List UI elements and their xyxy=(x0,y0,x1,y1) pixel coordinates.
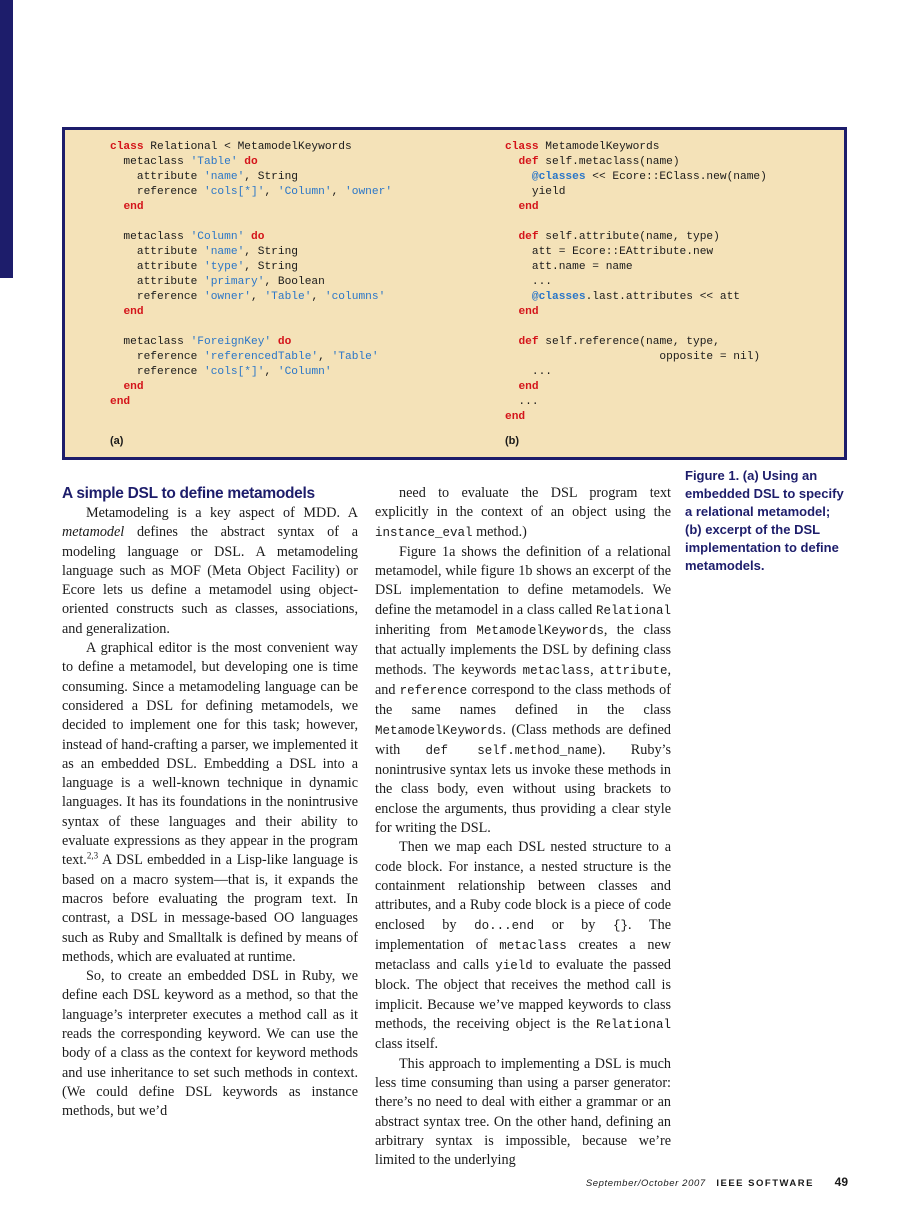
code-keyword: def xyxy=(518,336,539,348)
text-run: . (Class methods are defined with xyxy=(375,721,671,758)
code-text: self.attribute(name, type) xyxy=(538,231,720,243)
code-b-line xyxy=(505,185,767,200)
code-text: attribute xyxy=(110,276,204,288)
code-text: , xyxy=(311,291,325,303)
inline-code: reference xyxy=(399,683,468,698)
code-text: attribute xyxy=(110,171,204,183)
code-a-line xyxy=(110,365,392,380)
code-keyword: end xyxy=(518,306,539,318)
code-text: ... xyxy=(505,396,539,408)
paragraph xyxy=(62,967,358,1121)
code-b-line xyxy=(505,365,767,380)
paragraph xyxy=(375,838,671,1054)
code-text: ... xyxy=(505,276,552,288)
code-b-line xyxy=(505,170,767,185)
code-text: opposite = nil) xyxy=(505,351,761,363)
text-run: to evaluate the passed block. The object that receives the method call is implicit. Because we’ve mapped keywords to class methods, the receiving object is the xyxy=(375,957,671,1033)
code-b-line xyxy=(505,230,767,245)
code-a-line xyxy=(110,395,392,410)
code-b-line xyxy=(505,215,767,230)
code-literal: 'Column' xyxy=(277,186,332,198)
inline-code: yield xyxy=(495,959,533,974)
citation: 2,3 xyxy=(86,850,99,861)
code-literal: 'Column' xyxy=(277,366,332,378)
code-keyword: end xyxy=(518,201,539,213)
code-text xyxy=(244,231,251,243)
page-footer xyxy=(586,1175,848,1189)
text-run: Figure 1a shows the definition of a relational metamodel, while figure 1b shows an excerpt of the DSL implementation to define metamodels. We define the metamodel in a class called xyxy=(375,543,671,618)
code-text xyxy=(505,291,532,303)
code-literal: 'Column' xyxy=(190,231,245,243)
code-text: yield xyxy=(505,186,566,198)
text-run: metamodel xyxy=(62,524,125,541)
code-text: attribute xyxy=(110,261,204,273)
text-run: . The implementation of xyxy=(375,916,671,953)
code-literal: 'columns' xyxy=(324,291,386,303)
paragraph xyxy=(62,639,358,967)
code-listing-b xyxy=(505,140,767,425)
code-keyword: do xyxy=(251,231,265,243)
code-keyword: class xyxy=(505,141,539,153)
inline-code: {} xyxy=(613,918,629,933)
code-text xyxy=(110,381,123,393)
text-run: inheriting from xyxy=(375,622,477,639)
code-text: , xyxy=(264,186,278,198)
text-run: creates a new metaclass and calls xyxy=(375,936,671,974)
code-literal: 'referencedTable' xyxy=(204,351,319,363)
code-literal: @classes xyxy=(531,171,586,183)
code-keyword: def xyxy=(518,231,539,243)
magazine-name: IEEE SOFTWARE xyxy=(716,1178,814,1189)
subfigure-label-b: (b) xyxy=(505,435,520,447)
code-a-line xyxy=(110,215,392,230)
text-run: or by xyxy=(534,916,613,933)
paragraph xyxy=(375,1055,671,1171)
paragraph xyxy=(375,484,671,543)
code-keyword: do xyxy=(277,336,292,348)
code-b-line xyxy=(505,380,767,395)
code-text: , String xyxy=(244,246,299,258)
code-text: << Ecore::EClass.new(name) xyxy=(585,171,767,183)
text-run: So, to create an embedded DSL in Ruby, we define each DSL keyword as a method, so that the language’s interpreter executes a method call as it reads the corresponding keyword. We can use the body of a class as the context for keyword methods and use inheritance to set such methods in context. (We could define DSL keywords as instance methods, but we’d xyxy=(62,968,358,1120)
inline-code: attribute xyxy=(599,663,668,678)
code-b-line xyxy=(505,395,767,410)
code-b-line xyxy=(505,350,767,365)
inline-code: def self.method_name xyxy=(425,743,598,758)
left-column xyxy=(62,484,358,1122)
code-text: reference xyxy=(110,351,204,363)
code-a-line xyxy=(110,305,392,320)
code-a-line xyxy=(110,290,392,305)
code-text: , Boolean xyxy=(264,276,325,288)
text-run: , the class that actually implements the DSL by defining class methods. The keywords xyxy=(375,622,671,678)
inline-code: Relational xyxy=(595,1018,671,1033)
code-b-line xyxy=(505,245,767,260)
code-a-line xyxy=(110,380,392,395)
code-literal: 'primary' xyxy=(204,276,265,288)
code-text xyxy=(505,231,518,243)
code-text: reference xyxy=(110,291,204,303)
text-run: class itself. xyxy=(375,1036,439,1053)
code-keyword: end xyxy=(505,411,526,423)
page-number: 49 xyxy=(834,1175,848,1189)
text-run: need to evaluate the DSL program text explicitly in the context of an object using the xyxy=(375,485,671,521)
code-literal: 'owner' xyxy=(345,186,393,198)
code-text: self.reference(name, type, xyxy=(538,336,720,348)
code-literal: 'name' xyxy=(204,171,245,183)
code-b-line xyxy=(505,410,767,425)
code-a-line xyxy=(110,230,392,245)
code-text xyxy=(505,201,518,213)
code-text: attribute xyxy=(110,246,204,258)
inline-code: do...end xyxy=(474,918,535,933)
code-b-line xyxy=(505,335,767,350)
inline-code: instance_eval xyxy=(375,525,473,540)
code-literal: 'Table' xyxy=(264,291,312,303)
code-text: att.name = name xyxy=(505,261,633,273)
text-run: , and xyxy=(375,661,672,698)
code-keyword: end xyxy=(518,381,539,393)
inline-code: metaclass xyxy=(499,938,567,953)
code-literal: 'owner' xyxy=(204,291,251,303)
code-literal: 'Table' xyxy=(190,156,238,168)
code-text: , String xyxy=(244,171,299,183)
code-literal: 'cols[*]' xyxy=(204,366,265,378)
code-text: Relational < MetamodelKeywords xyxy=(143,141,352,153)
code-text: metaclass xyxy=(110,156,191,168)
code-text xyxy=(505,306,518,318)
code-text xyxy=(505,171,532,183)
code-text xyxy=(505,156,518,168)
code-literal: @classes xyxy=(531,291,586,303)
code-keyword: class xyxy=(110,141,144,153)
code-b-line xyxy=(505,155,767,170)
text-run: defines the abstract syntax of a modeling language or DSL. A metamodeling language such as MOF (Meta Object Facility) or Ecore lets us define a metamodel using object-oriented constructs such as classes, associations, and generalization. xyxy=(62,524,358,637)
left-column-body xyxy=(62,504,358,1122)
code-text: , String xyxy=(244,261,299,273)
text-run: Metamodeling is a key aspect of MDD. A xyxy=(86,505,358,521)
code-text: reference xyxy=(110,366,204,378)
code-a-line xyxy=(110,320,392,335)
code-a-line xyxy=(110,350,392,365)
figure-1 xyxy=(62,127,847,460)
text-run: A graphical editor is the most convenient way to define a metamodel, but developing one is time consuming. Since a metamodeling language can be considered a DSL for defining metamodels, we decided to implement one for this task; however, instead of hand-crafting a parser, we implemented it as an embedded DSL. Embedding a DSL into a language is a well-known technique in dynamic languages. It has its foundations in the nonintrusive syntax of these languages and their ability to evaluate expressions as they appear in the program text. xyxy=(62,640,358,869)
code-b-line xyxy=(505,290,767,305)
code-text xyxy=(505,336,518,348)
code-text: .last.attributes << att xyxy=(585,291,740,303)
code-keyword: end xyxy=(110,396,131,408)
text-run: , xyxy=(590,661,600,678)
code-text xyxy=(110,201,123,213)
code-text: self.metaclass(name) xyxy=(538,156,680,168)
margin-color-bar xyxy=(0,0,13,278)
right-column-body xyxy=(375,484,671,1170)
code-a-line xyxy=(110,155,392,170)
code-b-line xyxy=(505,200,767,215)
code-literal: 'Table' xyxy=(331,351,379,363)
code-literal: 'type' xyxy=(204,261,245,273)
code-text: , xyxy=(251,291,265,303)
code-text: att = Ecore::EAttribute.new xyxy=(505,246,714,258)
inline-code: Relational xyxy=(595,603,671,618)
text-run: method.) xyxy=(472,523,527,540)
right-column xyxy=(375,484,671,1170)
code-a-line xyxy=(110,170,392,185)
code-text xyxy=(110,306,123,318)
code-a-line xyxy=(110,185,392,200)
code-text xyxy=(271,336,278,348)
subfigure-label-a: (a) xyxy=(110,435,124,447)
code-a-line xyxy=(110,200,392,215)
inline-code: metaclass xyxy=(522,663,591,678)
code-keyword: do xyxy=(244,156,258,168)
section-heading: A simple DSL to define metamodels xyxy=(62,485,315,502)
code-a-line xyxy=(110,335,392,350)
inline-code: MetamodelKeywords xyxy=(476,624,604,639)
text-run: ). Ruby’s nonintrusive syntax lets us invoke these methods in the class body, even without using brackets to enclose the arguments, thus providing a clear style for writing the DSL. xyxy=(375,741,671,837)
paragraph xyxy=(62,504,358,639)
code-text: metaclass xyxy=(110,231,191,243)
text-run: correspond to the class methods of the same names defined in the class xyxy=(375,681,671,719)
code-a-line xyxy=(110,275,392,290)
code-text: , xyxy=(318,351,332,363)
code-a-line xyxy=(110,260,392,275)
issue-date: September/October 2007 xyxy=(585,1178,706,1189)
code-a-line xyxy=(110,140,392,155)
code-keyword: def xyxy=(518,156,539,168)
text-run: This approach to implementing a DSL is much less time consuming than using a parser generator: there’s no need to deal with either a grammar or an abstract syntax tree. On the other hand, defining an arbitrary syntax is impossible, because we’re limited to the underlying xyxy=(375,1055,671,1169)
code-b-line xyxy=(505,320,767,335)
code-text: metaclass xyxy=(110,336,191,348)
code-text: , xyxy=(331,186,346,198)
code-text xyxy=(505,381,518,393)
code-text: , xyxy=(264,366,278,378)
figure-caption: Figure 1. (a) Using an embedded DSL to specify a relational metamodel; (b) excerpt of the DSL implementation to define metamodels. xyxy=(685,468,844,573)
inline-code: MetamodelKeywords xyxy=(375,723,503,738)
code-keyword: end xyxy=(123,201,144,213)
code-literal: 'cols[*]' xyxy=(204,186,265,198)
code-literal: 'name' xyxy=(204,246,245,258)
code-keyword: end xyxy=(123,306,144,318)
paragraph xyxy=(375,543,671,838)
code-literal: 'ForeignKey' xyxy=(190,336,272,348)
code-b-line xyxy=(505,275,767,290)
code-b-line xyxy=(505,260,767,275)
code-text: MetamodelKeywords xyxy=(538,141,660,153)
code-b-line xyxy=(505,305,767,320)
text-run: Then we map each DSL nested structure to a code block. For instance, a nested structure is the containment relationship between classes and attributes, and a Ruby code block is a piece of code enclosed by xyxy=(375,839,671,933)
code-text: reference xyxy=(110,186,204,198)
code-keyword: end xyxy=(123,381,144,393)
code-text: ... xyxy=(505,366,552,378)
code-b-line xyxy=(505,140,767,155)
code-a-line xyxy=(110,245,392,260)
code-listing-a xyxy=(110,140,392,410)
text-run: A DSL embedded in a Lisp-like language is based on a macro system—that is, it expands the macros before evaluating the program text. In contrast, a DSL in message-based OO languages such as Ruby and Smalltalk is defined by means of methods, which are evaluated at runtime. xyxy=(62,852,358,965)
